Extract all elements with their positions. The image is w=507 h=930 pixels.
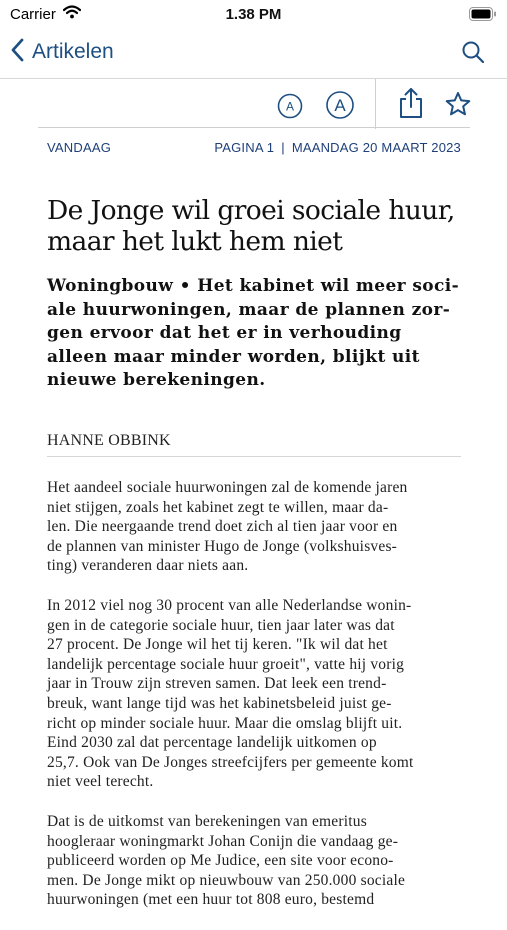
date-label: MAANDAG 20 MAART 2023	[291, 140, 461, 155]
back-button-label: Artikelen	[32, 40, 114, 63]
page-label: PAGINA 1	[214, 140, 275, 155]
text-line: len. Die neergaande trend doet zich al tien jaar voor en	[47, 518, 398, 536]
article-body	[47, 478, 467, 930]
star-icon[interactable]	[445, 91, 471, 122]
text-line: 27 procent. De Jonge wil het tij keren. "Ik wil dat het	[47, 636, 388, 654]
chevron-left-icon	[10, 38, 24, 67]
text-line: hoogleraar woningmarkt Johan Conijn die vandaag ge-	[47, 832, 399, 850]
article-paragraph	[47, 478, 467, 576]
text-line: jaar in Trouw zijn streven samen. Dat leek een trend-	[47, 675, 387, 693]
text-line: In 2012 viel nog 30 procent van alle Nederlandse wonin-	[47, 596, 412, 614]
text-line: ting) veranderen daar niets aan.	[47, 557, 249, 575]
section-label: VANDAAG	[47, 140, 112, 155]
article-paragraph	[47, 596, 467, 792]
navigation-bar	[0, 28, 507, 79]
increase-font-letter: A	[334, 96, 346, 115]
status-time: 1.38 PM	[225, 6, 282, 23]
page-and-date	[214, 140, 461, 155]
text-line: niet stijgen, zoals het kabinet zegt te willen, maar da-	[47, 498, 389, 516]
status-bar	[0, 0, 507, 28]
text-line: men. De Jonge mikt op nieuwbouw van 250.000 sociale	[47, 871, 406, 889]
share-icon[interactable]	[398, 87, 424, 124]
text-line: landelijk percentage sociale huur groeit", vatte hij vorig	[47, 655, 405, 673]
text-line: gen in de categorie sociale huur, tien jaar later was dat	[47, 616, 395, 634]
toolbar-divider	[375, 79, 376, 129]
text-line: richt op minder sociale huur. Maar die omslag blijft uit.	[47, 714, 403, 732]
article-paragraph	[47, 812, 467, 910]
increase-font-button[interactable]	[325, 90, 355, 125]
article-lead: Woningbouw • Het kabinet wil meer sociale huurwoningen, maar de plannen zorgen ervoor dat het er in verhouding alleen maar minder worden, blijkt uit nieuwe berekeningen.	[47, 276, 459, 390]
article-byline: HANNE OBBINK	[47, 432, 461, 457]
text-line: 25,7. Ook van De Jonges streefcijfers per gemeente komt	[47, 753, 414, 771]
text-line: publiceerd worden op Me Judice, een site voor econo-	[47, 852, 394, 870]
decrease-font-letter: A	[285, 99, 295, 114]
article-headline: De Jonge wil groei sociale huur, maar het lukt hem niet	[47, 195, 455, 257]
carrier-label: Carrier	[10, 6, 56, 23]
text-line: Dat is de uitkomst van berekeningen van emeritus	[47, 812, 367, 830]
meta-separator: |	[281, 140, 285, 155]
toolbar-rule	[38, 127, 470, 128]
text-line: Het aandeel sociale huurwoningen zal de komende jaren	[47, 479, 408, 496]
text-line: Eind 2030 zal dat percentage landelijk uitkomen op	[47, 734, 377, 752]
search-icon[interactable]	[461, 40, 485, 69]
article-toolbar	[0, 79, 507, 129]
battery-icon	[469, 7, 497, 26]
text-line: breuk, want lange tijd was het kabinetsbeleid juist ge-	[47, 694, 392, 712]
text-line: niet veel terecht.	[47, 773, 154, 791]
text-line: huurwoningen (met een huur tot 808 euro, bestemd	[47, 891, 375, 909]
text-line: de plannen van minister Hugo de Jonge (volkshuisves-	[47, 537, 398, 555]
decrease-font-button[interactable]	[277, 93, 303, 124]
back-button[interactable]	[10, 37, 114, 67]
